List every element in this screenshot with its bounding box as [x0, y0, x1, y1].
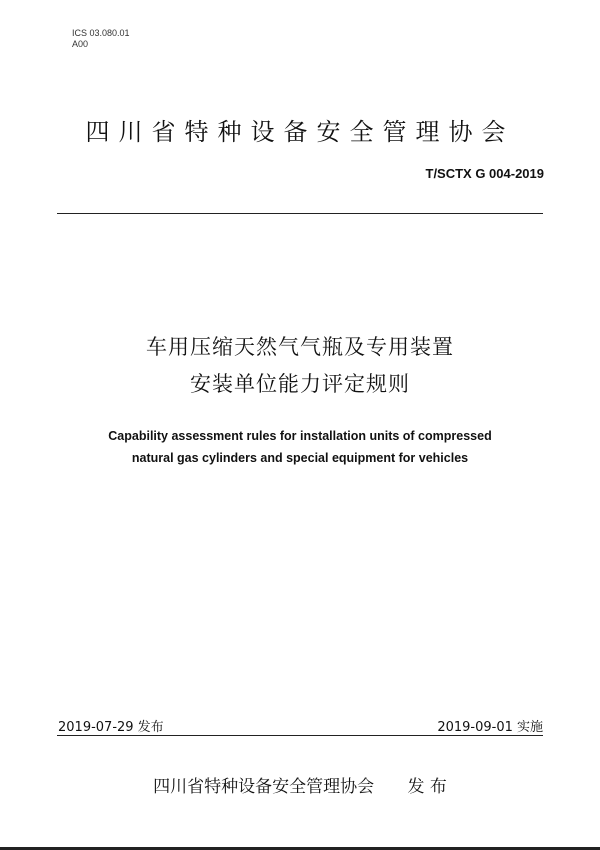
issue-date: 2019-07-29 发布	[58, 720, 164, 735]
title-cn-line-2: 安装单位能力评定规则	[190, 372, 410, 396]
publisher-name: 四川省特种设备安全管理协会	[153, 777, 375, 797]
classification-codes	[72, 28, 130, 50]
header-divider	[57, 213, 543, 214]
standard-code: T/SCTX G 004-2019	[425, 166, 544, 181]
title-en-line-1: Capability assessment rules for installation units of compressed	[108, 429, 492, 443]
ccs-code: A00	[72, 39, 89, 49]
organization-name: 四川省特种设备安全管理协会	[85, 118, 515, 146]
publisher-line	[0, 772, 600, 797]
title-en-line-2: natural gas cylinders and special equipment for vehicles	[131, 451, 469, 465]
publish-label: 发 布	[407, 777, 447, 797]
implement-date: 2019-09-01 实施	[437, 720, 543, 735]
ics-code: ICS 03.080.01	[72, 28, 130, 38]
footer-divider	[57, 735, 543, 736]
title-cn-line-1: 车用压缩天然气气瓶及专用装置	[146, 335, 454, 359]
